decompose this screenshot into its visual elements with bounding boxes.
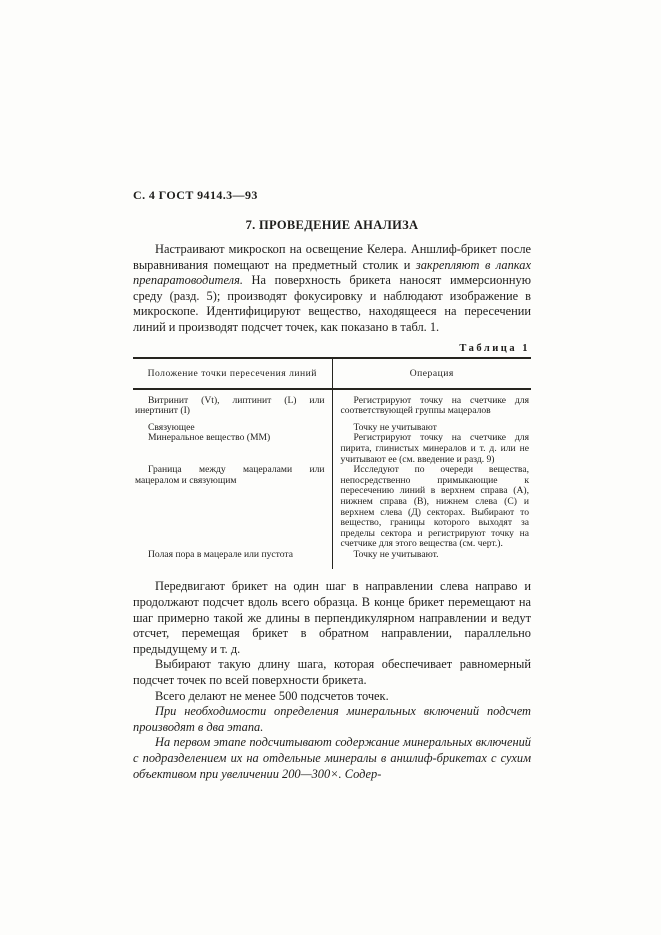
page-content bbox=[133, 188, 531, 782]
intro-text-start: Настраивают микроскоп на освещение Келера. Аншлиф-брикет после выравнивания помещают на предметный столик и bbox=[133, 242, 531, 272]
operation-cell: Регистрируют точку на счетчике для соответствующей группы мацералов bbox=[340, 394, 529, 417]
intro-paragraph bbox=[133, 242, 531, 336]
table-header-operation: Операция bbox=[332, 358, 531, 389]
body-paragraph-italic: При необходимости определения минеральных включений подсчет производят в два этапа. bbox=[133, 704, 531, 734]
position-cell: Связующее bbox=[133, 423, 332, 434]
table-header-row bbox=[133, 358, 531, 389]
operation-cell: Точку не учитывают bbox=[353, 421, 437, 433]
body-paragraph-italic: На первом этапе подсчитывают содержание минеральных включений с подразделением их на отдельные минералы в аншлиф-брикетах с сухим объективом при увеличении 200—300×. Содер- bbox=[133, 735, 531, 781]
intro-text-italic: закрепляют в лапках препаратоводителя. bbox=[133, 257, 531, 288]
section-title: 7. ПРОВЕДЕНИЕ АНАЛИЗА bbox=[245, 218, 419, 232]
table-header-position: Положение точки пересечения линий bbox=[133, 358, 332, 389]
body-paragraph: Передвигают брикет на один шаг в направлении слева направо и продолжают подсчет вдоль всего образца. В конце брикет перемещают на шаг примерно такой же длины в перпендикулярном направлении и ведут отсчет, перемещая брикет в обратном направлении, параллельно предыдущему и т. д. bbox=[133, 579, 531, 656]
table-row bbox=[133, 433, 531, 465]
operation-cell: Регистрируют точку на счетчике для пирита, глинистых минералов и т. д. или не учитывают ее (см. введение и разд. 9) bbox=[340, 432, 529, 465]
table-row bbox=[133, 550, 531, 570]
operation-cell: Исследуют по очереди вещества, непосредственно примыкающие к пересечению линий в верхнем справа (А), нижнем справа (В), нижнем слева (С) и верхнем слева (Д) секторах. Выбирают то вещество, границы которого выходят за пределы сектора и регистрируют точку на счетчике для этого вещества (см. черт.). bbox=[340, 464, 529, 550]
body-paragraph: Всего делают не менее 500 подсчетов точек. bbox=[155, 688, 389, 703]
position-cell: Полая пора в мацерале или пустота bbox=[133, 550, 332, 570]
position-cell: Минеральное вещество (ММ) bbox=[133, 433, 332, 465]
running-header: С. 4 ГОСТ 9414.3—93 bbox=[133, 188, 258, 202]
table-row bbox=[133, 465, 531, 550]
intro-text-end: На поверхность брикета наносят иммерсионную среду (разд. 5); производят фокусировку и наблюдают изображение в микроскопе. Идентифицируют вещество, находящееся на пересечении линий и производят подсчет точек, как показано в табл. 1. bbox=[133, 273, 531, 334]
body-paragraph: Выбирают такую длину шага, которая обеспечивает равномерный подсчет точек по всей поверхности брикета. bbox=[133, 657, 531, 688]
position-cell: Витринит (Vt), липтинит (L) или инертинит (I) bbox=[133, 389, 332, 423]
position-cell: Граница между мацералами или мацералом и связующим bbox=[133, 465, 332, 550]
analysis-table bbox=[133, 357, 531, 570]
operation-cell: Точку не учитывают. bbox=[353, 548, 439, 560]
table-row bbox=[133, 389, 531, 423]
table-caption: Таблица 1 bbox=[459, 342, 530, 354]
